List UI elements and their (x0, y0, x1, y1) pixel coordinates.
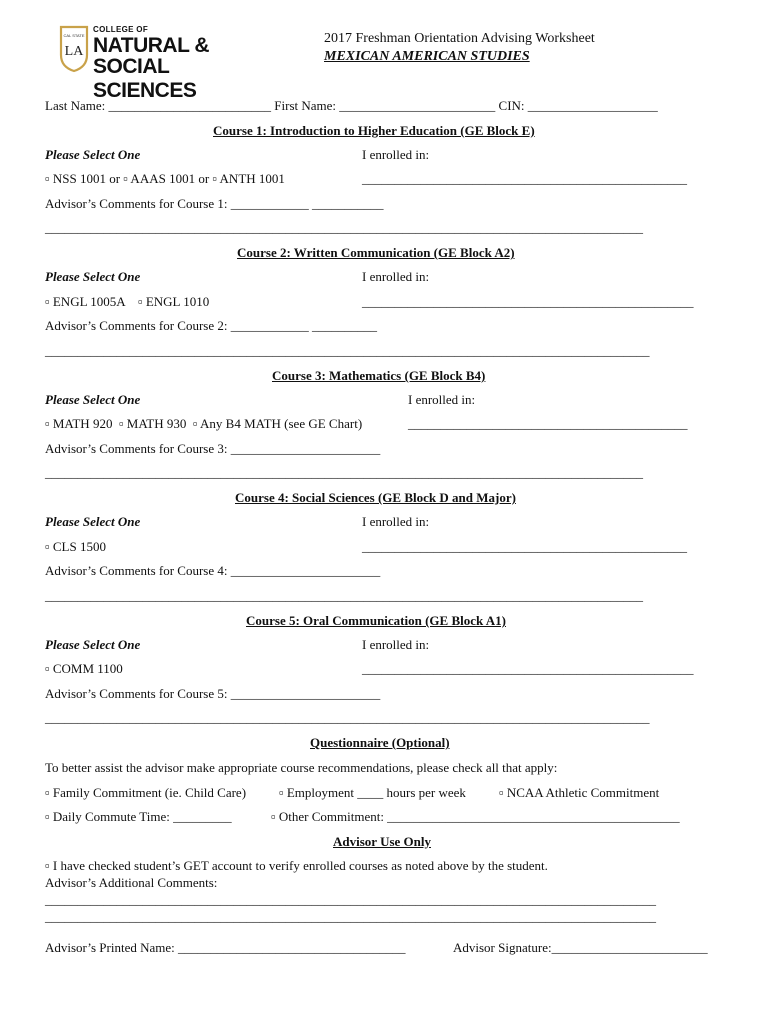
page-title: 2017 Freshman Orientation Advising Worksheet (324, 31, 595, 46)
advisor-printed-name[interactable]: Advisor’s Printed Name: ___________________________________ (45, 940, 406, 955)
advisor-header: Advisor Use Only (333, 834, 431, 849)
course-2-enrolled-label: I enrolled in: (362, 269, 430, 284)
additional-comments-rule-1[interactable]: ______________________________________________________________________________________________ (45, 892, 656, 907)
course-4-header: Course 4: Social Sciences (GE Block D and Major) (235, 490, 516, 505)
logo-line-2: NATURAL & (93, 34, 210, 57)
college-logo (59, 25, 269, 102)
course-4-comment-rule[interactable]: ____________________________________________________________________________________________ (45, 588, 643, 603)
course-3-comments[interactable]: Advisor’s Comments for Course 3: _______________________ (45, 441, 381, 456)
course-3-enrolled-label: I enrolled in: (408, 392, 476, 407)
page-subtitle: MEXICAN AMERICAN STUDIES (324, 49, 530, 64)
logo-line-3: SOCIAL SCIENCES (93, 55, 197, 102)
commute-checkbox[interactable]: ▫ Daily Commute Time: _________ (45, 809, 232, 824)
course-5-enrolled-field[interactable]: ___________________________________________________ (362, 661, 694, 676)
additional-comments-label: Advisor’s Additional Comments: (45, 875, 218, 890)
name-cin-line[interactable]: Last Name: _________________________ First Name: ________________________ CIN: ____________________ (45, 98, 658, 113)
course-2-comment-rule[interactable]: _____________________________________________________________________________________________ (45, 343, 650, 358)
course-1-options[interactable]: ▫ NSS 1001 or ▫ AAAS 1001 or ▫ ANTH 1001 (45, 171, 285, 186)
course-3-select-label: Please Select One (45, 392, 141, 407)
course-3-options[interactable]: ▫ MATH 920 ▫ MATH 930 ▫ Any B4 MATH (see GE Chart) (45, 416, 363, 431)
course-1-enrolled-label: I enrolled in: (362, 147, 430, 162)
svg-text:CAL STATE: CAL STATE (63, 33, 85, 38)
course-2-comments[interactable]: Advisor’s Comments for Course 2: ____________ __________ (45, 318, 377, 333)
course-3-comment-rule[interactable]: ____________________________________________________________________________________________ (45, 465, 643, 480)
course-4-enrolled-label: I enrolled in: (362, 514, 430, 529)
course-4-enrolled-field[interactable]: __________________________________________________ (362, 539, 687, 554)
course-1-header: Course 1: Introduction to Higher Education (GE Block E) (213, 123, 535, 138)
course-2-options[interactable]: ▫ ENGL 1005A ▫ ENGL 1010 (45, 294, 210, 309)
course-5-select-label: Please Select One (45, 637, 141, 652)
course-4-select-label: Please Select One (45, 514, 141, 529)
questionnaire-header: Questionnaire (Optional) (310, 735, 450, 750)
family-commitment-checkbox[interactable]: ▫ Family Commitment (ie. Child Care) (45, 785, 247, 800)
course-5-header: Course 5: Oral Communication (GE Block A1) (246, 613, 506, 628)
course-5-enrolled-label: I enrolled in: (362, 637, 430, 652)
cal-state-la-seal-icon (59, 25, 89, 73)
logo-line-1: COLLEGE OF (93, 25, 148, 34)
course-2-select-label: Please Select One (45, 269, 141, 284)
advisor-signature[interactable]: Advisor Signature:________________________ (453, 940, 708, 955)
course-3-header: Course 3: Mathematics (GE Block B4) (272, 368, 486, 383)
get-account-checkbox[interactable]: ▫ I have checked student’s GET account to verify enrolled courses as noted above by the student. (45, 858, 548, 873)
course-5-options[interactable]: ▫ COMM 1100 (45, 661, 123, 676)
course-5-comments[interactable]: Advisor’s Comments for Course 5: _______________________ (45, 686, 381, 701)
course-5-comment-rule[interactable]: _____________________________________________________________________________________________ (45, 710, 650, 725)
other-commitment-checkbox[interactable]: ▫ Other Commitment: _____________________________________________ (271, 809, 680, 824)
course-3-enrolled-field[interactable]: ___________________________________________ (408, 416, 688, 431)
course-4-comments[interactable]: Advisor’s Comments for Course 4: _______________________ (45, 563, 381, 578)
questionnaire-intro: To better assist the advisor make appropriate course recommendations, please check all that apply: (45, 760, 558, 775)
course-2-header: Course 2: Written Communication (GE Block A2) (237, 245, 515, 260)
additional-comments-rule-2[interactable]: ______________________________________________________________________________________________ (45, 909, 656, 924)
course-2-enrolled-field[interactable]: ___________________________________________________ (362, 294, 694, 309)
ncaa-checkbox[interactable]: ▫ NCAA Athletic Commitment (499, 785, 660, 800)
course-1-comment-rule[interactable]: ____________________________________________________________________________________________ (45, 220, 643, 235)
employment-checkbox[interactable]: ▫ Employment ____ hours per week (279, 785, 466, 800)
course-4-options[interactable]: ▫ CLS 1500 (45, 539, 106, 554)
svg-text:LA: LA (64, 44, 84, 59)
course-1-enrolled-field[interactable]: __________________________________________________ (362, 171, 687, 186)
course-1-comments[interactable]: Advisor’s Comments for Course 1: ____________ ___________ (45, 196, 384, 211)
course-1-select-label: Please Select One (45, 147, 141, 162)
